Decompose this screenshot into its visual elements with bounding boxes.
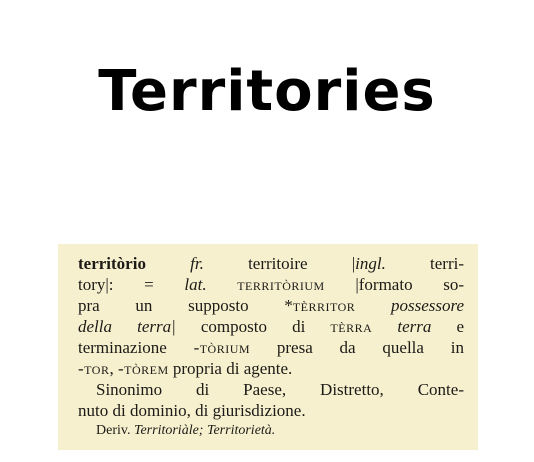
entry-text (355, 296, 391, 315)
gloss: della terra| (78, 317, 176, 336)
entry-text: composto di (175, 317, 331, 336)
language-abbrev: ingl. (355, 254, 386, 273)
entry-line-7 (78, 379, 464, 400)
entry-text: pra un supposto * (78, 296, 293, 315)
entry-line-8 (78, 400, 464, 421)
derivatives-list: Territoriàle; Territorietà. (133, 423, 276, 438)
etymon: -tor (78, 359, 110, 378)
entry-line-9 (78, 421, 464, 441)
entry-text: e (431, 317, 465, 336)
gloss: terra (397, 317, 432, 336)
entry-line-2 (78, 274, 464, 295)
page-title: Territories (98, 59, 436, 124)
entry-text (207, 275, 238, 294)
headword: territòrio (78, 254, 146, 273)
etymon: territòrium (237, 275, 325, 294)
language-abbrev: lat. (184, 275, 207, 294)
entry-text: tory|: = (78, 275, 185, 294)
language-abbrev: fr. (190, 254, 204, 273)
entry-line-5 (78, 337, 464, 358)
entry-text: territoire | (203, 254, 356, 273)
entry-text: terminazione (78, 338, 194, 357)
etymon: tèrritor (292, 296, 356, 315)
entry-line-1 (78, 253, 464, 274)
entry-line-6 (78, 358, 464, 379)
entry-text: terri- (385, 254, 465, 273)
etymon: -tòrem (117, 359, 169, 378)
entry-text (372, 317, 397, 336)
entry-line-4 (78, 316, 464, 337)
entry-line-3 (78, 295, 464, 316)
etymon: tèrra (330, 317, 373, 336)
entry-text: , (109, 359, 118, 378)
derivatives-label: Deriv. (96, 423, 134, 438)
gloss: possessore (390, 296, 465, 315)
etymon: -tòrium (193, 338, 251, 357)
entry-text: presa da quella in (250, 338, 464, 357)
entry-text: |formato so- (324, 275, 464, 294)
entry-text: propria di agente. (168, 359, 293, 378)
synonyms-text: Sinonimo di Paese, Distretto, Conte- (96, 380, 464, 399)
dictionary-clipping (58, 244, 478, 450)
synonyms-text: nuto di dominio, di giurisdizione. (78, 401, 306, 420)
